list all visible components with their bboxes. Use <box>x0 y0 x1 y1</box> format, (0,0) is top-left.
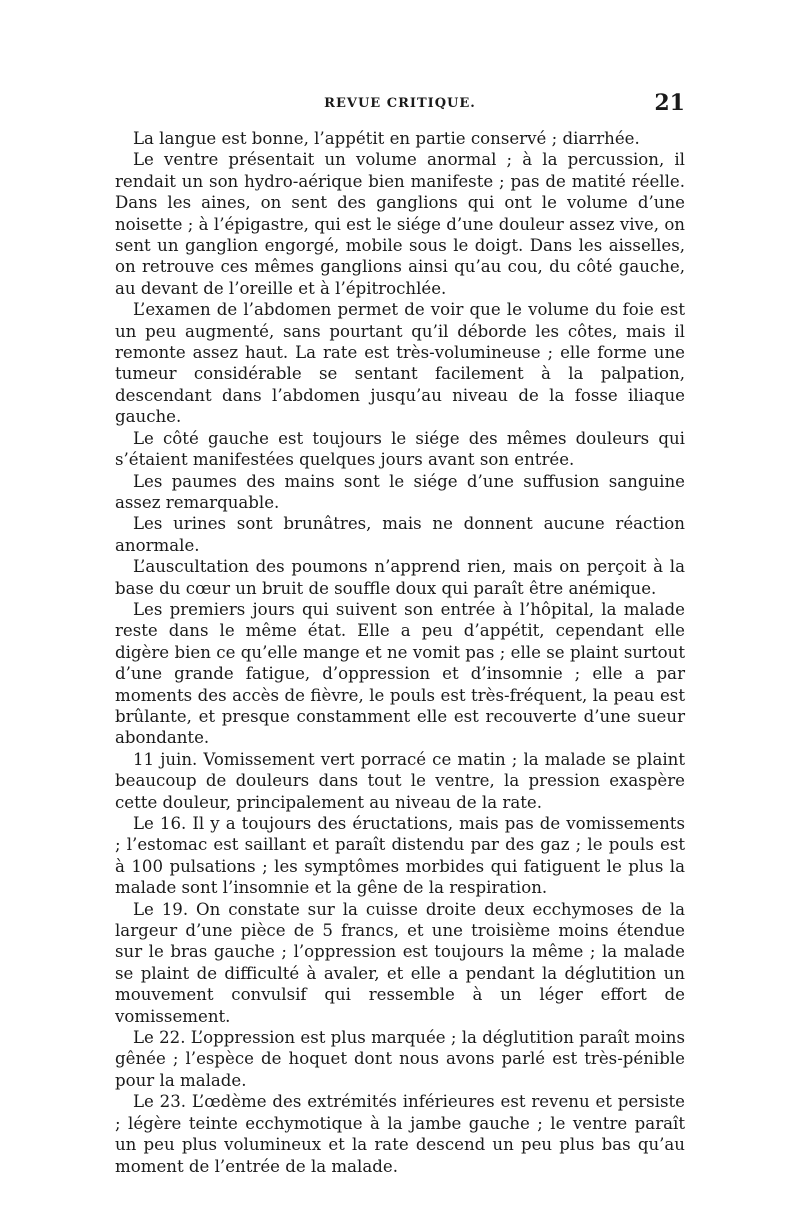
paragraph-7: L’auscultation des poumons n’apprend rien, mais on perçoit à la base du cœur un bruit de souffle doux qui paraît être anémique. <box>115 557 685 598</box>
running-title: REVUE CRITIQUE. <box>324 96 476 111</box>
paragraph-2: Le ventre présentait un volume anormal ; à la percussion, il rendait un son hydro-aérique bien manifeste ; pas de matité réelle. Dans les aines, on sent des ganglions qui ont le volume d’une noisette ; à l’épigastre, qui est le siége d’une douleur assez vive, on sent un ganglion engorgé, mobile sous le doigt. Dans les aisselles, on retrouve ces mêmes ganglions ainsi qu’au cou, du côté gauche, au devant de l’oreille et à l’épitrochlée. <box>115 150 685 298</box>
paragraph-6: Les urines sont brunâtres, mais ne donnent aucune réaction anormale. <box>115 514 685 555</box>
paragraph-8: Les premiers jours qui suivent son entrée à l’hôpital, la malade reste dans le même état. Elle a peu d’appétit, cependant elle digère bien ce qu’elle mange et ne vomit pas ; elle se plaint surtout d’une grande fatigue, d’oppression et d’insomnie ; elle a par moments des accès de fièvre, le pouls est très-fréquent, la peau est brûlante, et presque constamment elle est recouverte d’une sueur abondante. <box>115 599 685 748</box>
paragraph-4: Le côté gauche est toujours le siége des mêmes douleurs qui s’étaient manifestées quelques jours avant son entrée. <box>115 428 685 470</box>
paragraph-3: L’examen de l’abdomen permet de voir que le volume du foie est un peu augmenté, sans pourtant qu’il déborde les côtes, mais il remonte assez haut. La rate est très-volumineuse ; elle forme une tumeur considérable se sentant facilement à la palpation, descendant dans l’abdomen jusqu’au niveau de la fosse iliaque gauche. <box>115 300 685 427</box>
paragraph-5: Les paumes des mains sont le siége d’une suffusion sanguine assez remarquable. <box>115 471 685 512</box>
paragraph-11: Le 19. On constate sur la cuisse droite deux ecchymoses de la largeur d’une pièce de 5 francs, et une troisième moins étendue sur le bras gauche ; l’oppression est toujours la même ; la malade se plaint de difficulté à avaler, et elle a pendant la déglutition un mouvement convulsif qui ressemble à un léger effort de vomissement. <box>115 899 685 1026</box>
body-text <box>115 128 685 1177</box>
page-number: 21 <box>654 90 685 116</box>
page <box>115 92 685 1177</box>
paragraph-12: Le 22. L’oppression est plus marquée ; la déglutition paraît moins gênée ; l’espèce de hoquet dont nous avons parlé est très-pénible pour la malade. <box>115 1028 685 1090</box>
paragraph-9: 11 juin. Vomissement vert porracé ce matin ; la malade se plaint beaucoup de douleurs dans tout le ventre, la pression exaspère cette douleur, principalement au niveau de la rate. <box>115 749 685 812</box>
running-head <box>115 92 685 128</box>
paragraph-10: Le 16. Il y a toujours des éructations, mais pas de vomissements ; l’estomac est saillant et paraît distendu par des gaz ; le pouls est à 100 pulsations ; les symptômes morbides qui fatiguent le plus la malade sont l’insomnie et la gêne de la respiration. <box>115 814 685 898</box>
paragraph-1: La langue est bonne, l’appétit en partie conservé ; diarrhée. <box>133 129 640 148</box>
paragraph-13: Le 23. L’œdème des extrémités inférieures est revenu et persiste ; légère teinte ecchymotique à la jambe gauche ; le ventre paraît un peu plus volumineux et la rate descend un peu plus bas qu’au moment de l’entrée de la malade. <box>115 1092 685 1176</box>
